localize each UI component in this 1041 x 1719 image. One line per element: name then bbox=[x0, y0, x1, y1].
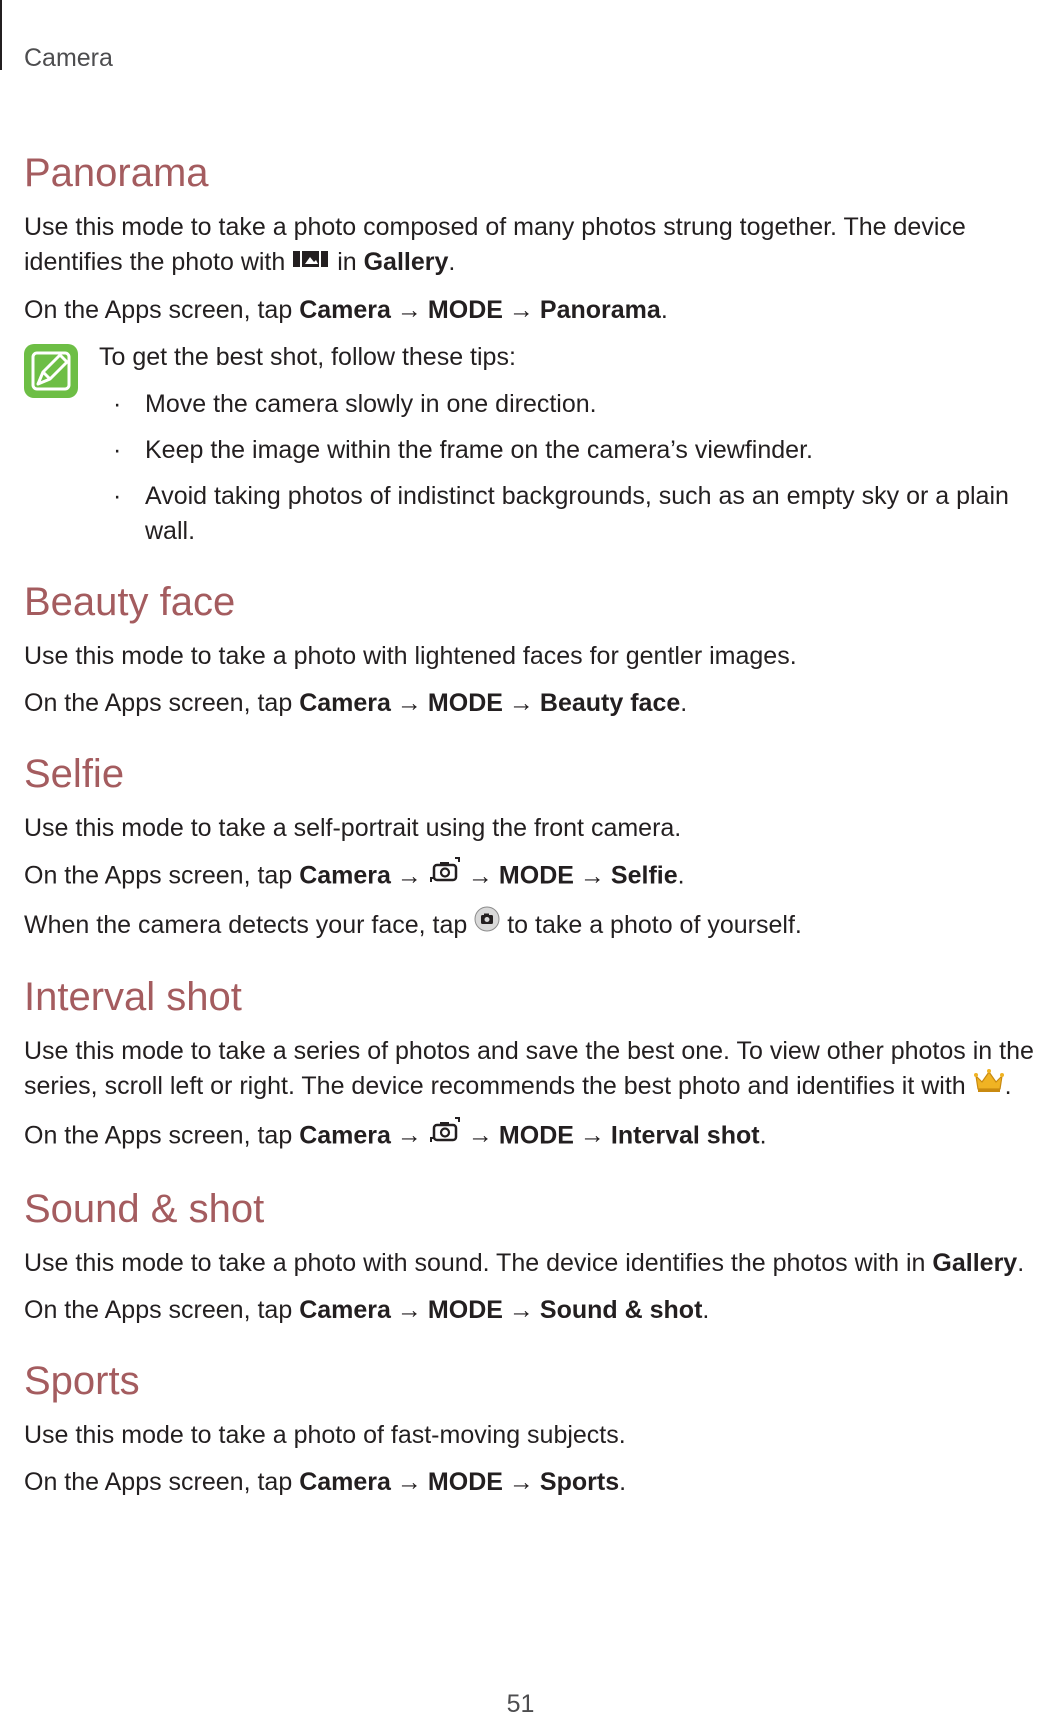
interval-description: Use this mode to take a series of photos and save the best one. To view other photos in the series, scroll left or right. The device recommends the best photo and identifies it with . bbox=[24, 1034, 1036, 1105]
section-title-beauty-face: Beauty face bbox=[24, 579, 236, 624]
section-title-panorama: Panorama bbox=[24, 151, 209, 195]
interval-path: On the Apps screen, tap Camera → → MODE → Interval shot. bbox=[24, 1118, 1036, 1156]
tip-item: · Avoid taking photos of indistinct backgrounds, such as an empty sky or a plain wall. bbox=[99, 479, 1036, 549]
selfie-tap-instruction: When the camera detects your face, tap to take a photo of yourself. bbox=[24, 908, 1036, 944]
panorama-icon bbox=[292, 244, 330, 279]
running-head: Camera bbox=[24, 44, 113, 72]
sound-path: On the Apps screen, tap Camera → MODE → Sound & shot. bbox=[24, 1295, 710, 1324]
switch-camera-icon bbox=[428, 856, 462, 894]
note-icon bbox=[24, 344, 78, 398]
selfie-path: On the Apps screen, tap Camera → → MODE → Selfie. bbox=[24, 858, 1036, 896]
tips-note bbox=[24, 340, 1036, 549]
tips-intro: To get the best shot, follow these tips: bbox=[99, 342, 516, 371]
section-beauty-face bbox=[24, 575, 1036, 721]
page-content bbox=[24, 146, 1036, 1526]
section-sports bbox=[24, 1354, 1036, 1500]
section-title-sports: Sports bbox=[24, 1358, 140, 1403]
section-panorama bbox=[24, 146, 1036, 549]
sound-description: Use this mode to take a photo with sound. The device identifies the photos with in Gallery. bbox=[24, 1248, 1025, 1277]
tip-item: · Move the camera slowly in one direction. bbox=[99, 387, 1036, 422]
section-title-sound-and-shot: Sound & shot bbox=[24, 1186, 265, 1231]
section-title-interval-shot: Interval shot bbox=[24, 975, 242, 1020]
camera-shutter-icon bbox=[474, 906, 500, 942]
page-edge-mark bbox=[0, 0, 2, 70]
sports-path: On the Apps screen, tap Camera → MODE → Sports. bbox=[24, 1467, 627, 1496]
crown-icon bbox=[973, 1068, 1005, 1104]
switch-camera-icon bbox=[428, 1116, 462, 1154]
page-number: 51 bbox=[506, 1690, 535, 1718]
section-title-selfie: Selfie bbox=[24, 751, 125, 796]
section-selfie bbox=[24, 747, 1036, 944]
tip-item: · Keep the image within the frame on the camera’s viewfinder. bbox=[99, 433, 1036, 468]
tips-list bbox=[99, 387, 1036, 549]
panorama-path: On the Apps screen, tap Camera → MODE → Panorama. bbox=[24, 295, 668, 324]
beauty-description: Use this mode to take a photo with lightened faces for gentler images. bbox=[24, 641, 797, 670]
section-interval-shot bbox=[24, 970, 1036, 1155]
beauty-path: On the Apps screen, tap Camera → MODE → Beauty face. bbox=[24, 688, 688, 717]
section-sound-and-shot bbox=[24, 1182, 1036, 1328]
sports-description: Use this mode to take a photo of fast-moving subjects. bbox=[24, 1420, 626, 1449]
selfie-description: Use this mode to take a self-portrait using the front camera. bbox=[24, 813, 682, 842]
panorama-description: Use this mode to take a photo composed of many photos strung together. The device identifies the photo with in Gallery. bbox=[24, 210, 1036, 281]
